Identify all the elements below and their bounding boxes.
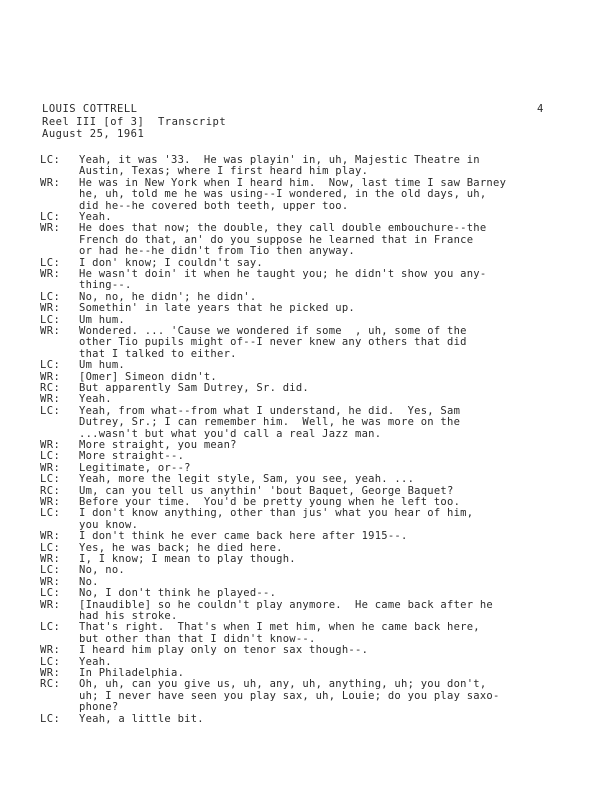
speaker-label: LC: — [40, 210, 61, 223]
speaker-label: LC: — [40, 256, 61, 269]
dialogue-text — [79, 474, 590, 485]
dialogue-line: I heard him play only on tenor sax though--. — [79, 644, 369, 657]
speaker-label: WR: — [40, 267, 61, 280]
dialogue-entry — [40, 588, 590, 599]
dialogue-line: [Omer] Simeon didn't. — [79, 370, 218, 383]
dialogue-entry — [40, 531, 590, 542]
dialogue-line: uh; I never have seen you play sax, uh, Louie; do you play saxo- — [79, 689, 500, 702]
dialogue-line: Um hum. — [79, 313, 126, 326]
dialogue-line: Before your time. You'd be pretty young when he left too. — [79, 495, 461, 508]
dialogue-text — [79, 622, 590, 645]
dialogue-text — [79, 406, 590, 440]
dialogue-entry — [40, 474, 590, 485]
dialogue-text — [79, 269, 590, 292]
dialogue-line: He does that now; the double, they call double embouchure--the — [79, 222, 487, 235]
dialogue-line: thing--. — [79, 279, 132, 292]
dialogue-line: did he--he covered both teeth, upper too. — [79, 199, 349, 212]
dialogue-line: I, I know; I mean to play though. — [79, 552, 296, 565]
dialogue-line: Yeah, it was '33. He was playin' in, uh, Majestic Theatre in — [79, 154, 480, 166]
speaker-label: LC: — [40, 564, 61, 577]
speaker-label: WR: — [40, 552, 61, 565]
speaker-label: WR: — [40, 575, 61, 588]
dialogue-line: he, uh, told me he was using--I wondered, in the old days, uh, — [79, 188, 487, 201]
dialogue-text — [79, 714, 590, 725]
dialogue-line: I don' know; I couldn't say. — [79, 256, 264, 269]
dialogue-line: ...wasn't but what you'd call a real Jazz man. — [79, 427, 382, 440]
header-line: LOUIS COTTRELL — [42, 103, 138, 115]
dialogue-line: Somethin' in late years that he picked up. — [79, 302, 356, 315]
speaker-label: WR: — [40, 393, 61, 406]
dialogue-text — [79, 360, 590, 371]
dialogue-line: you know. — [79, 518, 139, 531]
dialogue-text — [79, 326, 590, 360]
speaker-label: WR: — [40, 495, 61, 508]
dialogue-entry — [40, 178, 590, 212]
dialogue-text — [79, 565, 590, 576]
dialogue-line: More straight, you mean? — [79, 438, 237, 451]
dialogue-entry — [40, 679, 590, 713]
speaker-label: WR: — [40, 461, 61, 474]
speaker-label: WR: — [40, 666, 61, 679]
speaker-label: LC: — [40, 712, 61, 725]
speaker-label: WR: — [40, 530, 61, 543]
speaker-label: WR: — [40, 370, 61, 383]
dialogue-line: I don't think he ever came back here after 1915--. — [79, 530, 408, 543]
dialogue-line: In Philadelphia. — [79, 666, 185, 679]
document-header — [42, 103, 226, 141]
dialogue-line: Yes, he was back; he died here. — [79, 541, 283, 554]
dialogue-entry — [40, 155, 590, 178]
dialogue-line: Austin, Texas; where I first heard him play. — [79, 165, 369, 178]
dialogue-entry — [40, 383, 590, 394]
speaker-label: LC: — [40, 587, 61, 600]
speaker-label: LC: — [40, 313, 61, 326]
dialogue-entry — [40, 223, 590, 257]
dialogue-line: Yeah, from what--from what I understand, he did. Yes, Sam — [79, 404, 461, 417]
dialogue-line: He was in New York when I heard him. Now, last time I saw Barney — [79, 176, 507, 189]
dialogue-entry — [40, 622, 590, 645]
dialogue-line: Dutrey, Sr.; I can remember him. Well, he was more on the — [79, 416, 461, 429]
dialogue-line: phone? — [79, 701, 119, 714]
dialogue-line: More straight--. — [79, 450, 185, 463]
dialogue-line: No, I don't think he played--. — [79, 587, 277, 600]
dialogue-entry — [40, 360, 590, 371]
dialogue-line: Um, can you tell us anythin' 'bout Baquet, George Baquet? — [79, 484, 454, 497]
dialogue-entry — [40, 406, 590, 440]
dialogue-line: Um hum. — [79, 359, 126, 372]
dialogue-line: Yeah. — [79, 210, 112, 223]
page-number: 4 — [537, 103, 544, 115]
dialogue-line: [Inaudible] so he couldn't play anymore. He came back after he — [79, 598, 494, 611]
dialogue-entry — [40, 714, 590, 725]
dialogue-text — [79, 451, 590, 462]
dialogue-text — [79, 679, 590, 713]
speaker-label: LC: — [40, 359, 61, 372]
speaker-label: WR: — [40, 438, 61, 451]
dialogue-line: That's right. That's when I met him, when he came back here, — [79, 621, 480, 634]
dialogue-text — [79, 600, 590, 623]
dialogue-entry — [40, 303, 590, 314]
dialogue-line: No, no. — [79, 564, 126, 577]
dialogue-line: or had he--he didn't from Tio then anyway. — [79, 245, 356, 258]
dialogue-entry — [40, 565, 590, 576]
dialogue-entry — [40, 451, 590, 462]
speaker-label: LC: — [40, 507, 61, 520]
dialogue-line: He wasn't doin' it when he taught you; he didn't show you any- — [79, 267, 487, 280]
header-line: August 25, 1961 — [42, 128, 145, 140]
dialogue-line: No, no, he didn'; he didn'. — [79, 290, 257, 303]
speaker-label: WR: — [40, 302, 61, 315]
dialogue-line: that I talked to either. — [79, 347, 237, 360]
dialogue-text — [79, 531, 590, 542]
dialogue-line: Legitimate, or--? — [79, 461, 191, 474]
dialogue-line: Wondered. ... 'Cause we wondered if some , uh, some of the — [79, 324, 467, 337]
dialogue-text — [79, 223, 590, 257]
dialogue-line: Yeah. — [79, 393, 112, 406]
dialogue-line: had his stroke. — [79, 609, 178, 622]
dialogue-text — [79, 588, 590, 599]
dialogue-line: No. — [79, 575, 99, 588]
speaker-label: LC: — [40, 154, 61, 166]
dialogue-text — [79, 508, 590, 531]
speaker-label: WR: — [40, 324, 61, 337]
speaker-label: RC: — [40, 678, 61, 691]
dialogue-entry — [40, 326, 590, 360]
dialogue-line: French do that, an' do you suppose he learned that in France — [79, 233, 474, 246]
transcript-body — [40, 155, 590, 725]
dialogue-entry — [40, 600, 590, 623]
dialogue-text — [79, 645, 590, 656]
speaker-label: RC: — [40, 381, 61, 394]
dialogue-text — [79, 303, 590, 314]
speaker-label: LC: — [40, 473, 61, 486]
speaker-label: LC: — [40, 450, 61, 463]
dialogue-line: Yeah. — [79, 655, 112, 668]
dialogue-line: I don't know anything, other than jus' what you hear of him, — [79, 507, 474, 520]
speaker-label: WR: — [40, 176, 61, 189]
header-line: Reel III [of 3] Transcript — [42, 115, 227, 128]
speaker-label: WR: — [40, 598, 61, 611]
dialogue-line: Yeah, a little bit. — [79, 712, 204, 725]
dialogue-entry — [40, 645, 590, 656]
dialogue-entry — [40, 269, 590, 292]
dialogue-text — [79, 155, 590, 178]
dialogue-text — [79, 383, 590, 394]
speaker-label: LC: — [40, 404, 61, 417]
dialogue-text — [79, 178, 590, 212]
dialogue-line: but other than that I didn't know--. — [79, 632, 316, 645]
speaker-label: WR: — [40, 222, 61, 235]
speaker-label: WR: — [40, 644, 61, 657]
speaker-label: LC: — [40, 541, 61, 554]
speaker-label: RC: — [40, 484, 61, 497]
dialogue-text — [79, 554, 590, 565]
dialogue-line: Yeah, more the legit style, Sam, you see, yeah. ... — [79, 473, 415, 486]
dialogue-line: Oh, uh, can you give us, uh, any, uh, anything, uh; you don't, — [79, 678, 487, 691]
dialogue-line: But apparently Sam Dutrey, Sr. did. — [79, 381, 310, 394]
speaker-label: LC: — [40, 290, 61, 303]
dialogue-line: other Tio pupils might of--I never knew any others that did — [79, 336, 467, 349]
speaker-label: LC: — [40, 655, 61, 668]
dialogue-entry — [40, 508, 590, 531]
speaker-label: LC: — [40, 621, 61, 634]
